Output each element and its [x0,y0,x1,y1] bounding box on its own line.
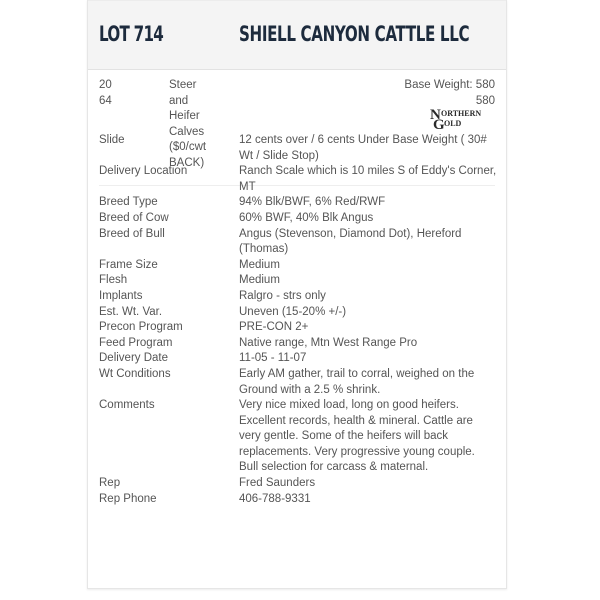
lot-card [87,0,507,589]
detail-row-implants [99,289,499,305]
detail-label: Precon Program [99,321,183,334]
detail-row-feed-program [99,336,499,352]
detail-label: Breed Type [99,196,158,209]
base-weight-second: 580 [475,94,495,107]
detail-value: Uneven (15-20% +/-) [239,305,347,318]
detail-label: Implants [99,289,143,302]
base-weights [404,78,495,109]
detail-row-delivery-location [99,164,499,195]
detail-row-flesh [99,273,499,289]
detail-row-breed-of-cow [99,211,499,227]
detail-row-comments [99,398,499,476]
description-line: Heifer [169,110,200,123]
detail-value: Very nice mixed load, long on good heifers. Excellent records, health & mineral. Cattle are very gentle. Some of the heifers will back replacements. Very progressive young couple. Bull selection for carcass & maternal. [239,399,475,474]
svg-text:OLD: OLD [444,119,462,128]
detail-label: Est. Wt. Var. [99,305,163,318]
detail-value: Early AM gather, trail to corral, weighed on the Ground with a 2.5 % shrink. [239,367,475,396]
detail-value: 94% Blk/BWF, 6% Red/RWF [239,196,386,209]
detail-label: Delivery Date [99,352,169,365]
detail-label: Delivery Location [99,165,188,178]
lot-header [88,0,506,70]
northern-gold-logo-icon [430,106,494,130]
description-line: Steer [169,79,197,91]
detail-label: Frame Size [99,258,158,271]
detail-value: Fred Saunders [239,477,316,490]
detail-label: Rep [99,477,121,490]
detail-row-est-wt-var [99,305,499,321]
detail-row-slide [99,133,499,164]
svg-text:N: N [430,107,441,123]
count-steers: 20 [99,79,112,91]
description-line: ($0/cwt [169,141,207,154]
detail-row-precon-program [99,320,499,336]
detail-label: Rep Phone [99,492,157,505]
detail-row-rep [99,476,499,492]
detail-label: Breed of Bull [99,227,165,240]
detail-label: Wt Conditions [99,367,171,380]
detail-label: Breed of Cow [99,211,169,224]
description-line: and [169,94,189,107]
detail-value: Ranch Scale which is 10 miles S of Eddy's Corner, MT [239,165,497,193]
detail-row-rep-phone [99,492,499,508]
detail-value: 11-05 - 11-07 [239,352,307,365]
detail-label: Flesh [99,274,128,287]
seller-name: SHIELL CANYON CATTLE LLC [239,22,470,46]
detail-value: 12 cents over / 6 cents Under Base Weight ( 30# Wt / Slide Stop) [239,134,487,162]
lot-details [99,133,499,507]
detail-value: Medium [239,274,280,287]
detail-value: PRE-CON 2+ [239,321,309,334]
lot-number: LOT 714 [99,22,164,46]
head-counts [99,78,112,109]
detail-row-delivery-date [99,351,499,367]
detail-value[interactable]: 406-788-9331 [239,492,311,505]
detail-row-wt-conditions [99,367,499,398]
svg-text:G: G [433,117,445,130]
detail-label: Feed Program [99,336,173,349]
detail-value: Native range, Mtn West Range Pro [239,336,418,349]
detail-value: Medium [239,258,280,271]
detail-value: 60% BWF, 40% Blk Angus [239,211,374,224]
detail-label: Slide [99,134,125,146]
description-line: BACK) [169,156,205,169]
detail-label: Comments [99,399,155,412]
base-weight-label: Base Weight: 580 [404,79,495,91]
detail-value: Angus (Stevenson, Diamond Dot), Hereford (Thomas) [239,227,462,256]
detail-row-breed-of-bull [99,227,499,258]
detail-value: Ralgro - strs only [239,289,326,302]
count-heifers: 64 [99,94,112,107]
svg-text:ORTHERN: ORTHERN [441,109,482,118]
description-line: Calves [169,125,205,138]
detail-row-breed-type [99,195,499,211]
detail-row-frame-size [99,258,499,274]
